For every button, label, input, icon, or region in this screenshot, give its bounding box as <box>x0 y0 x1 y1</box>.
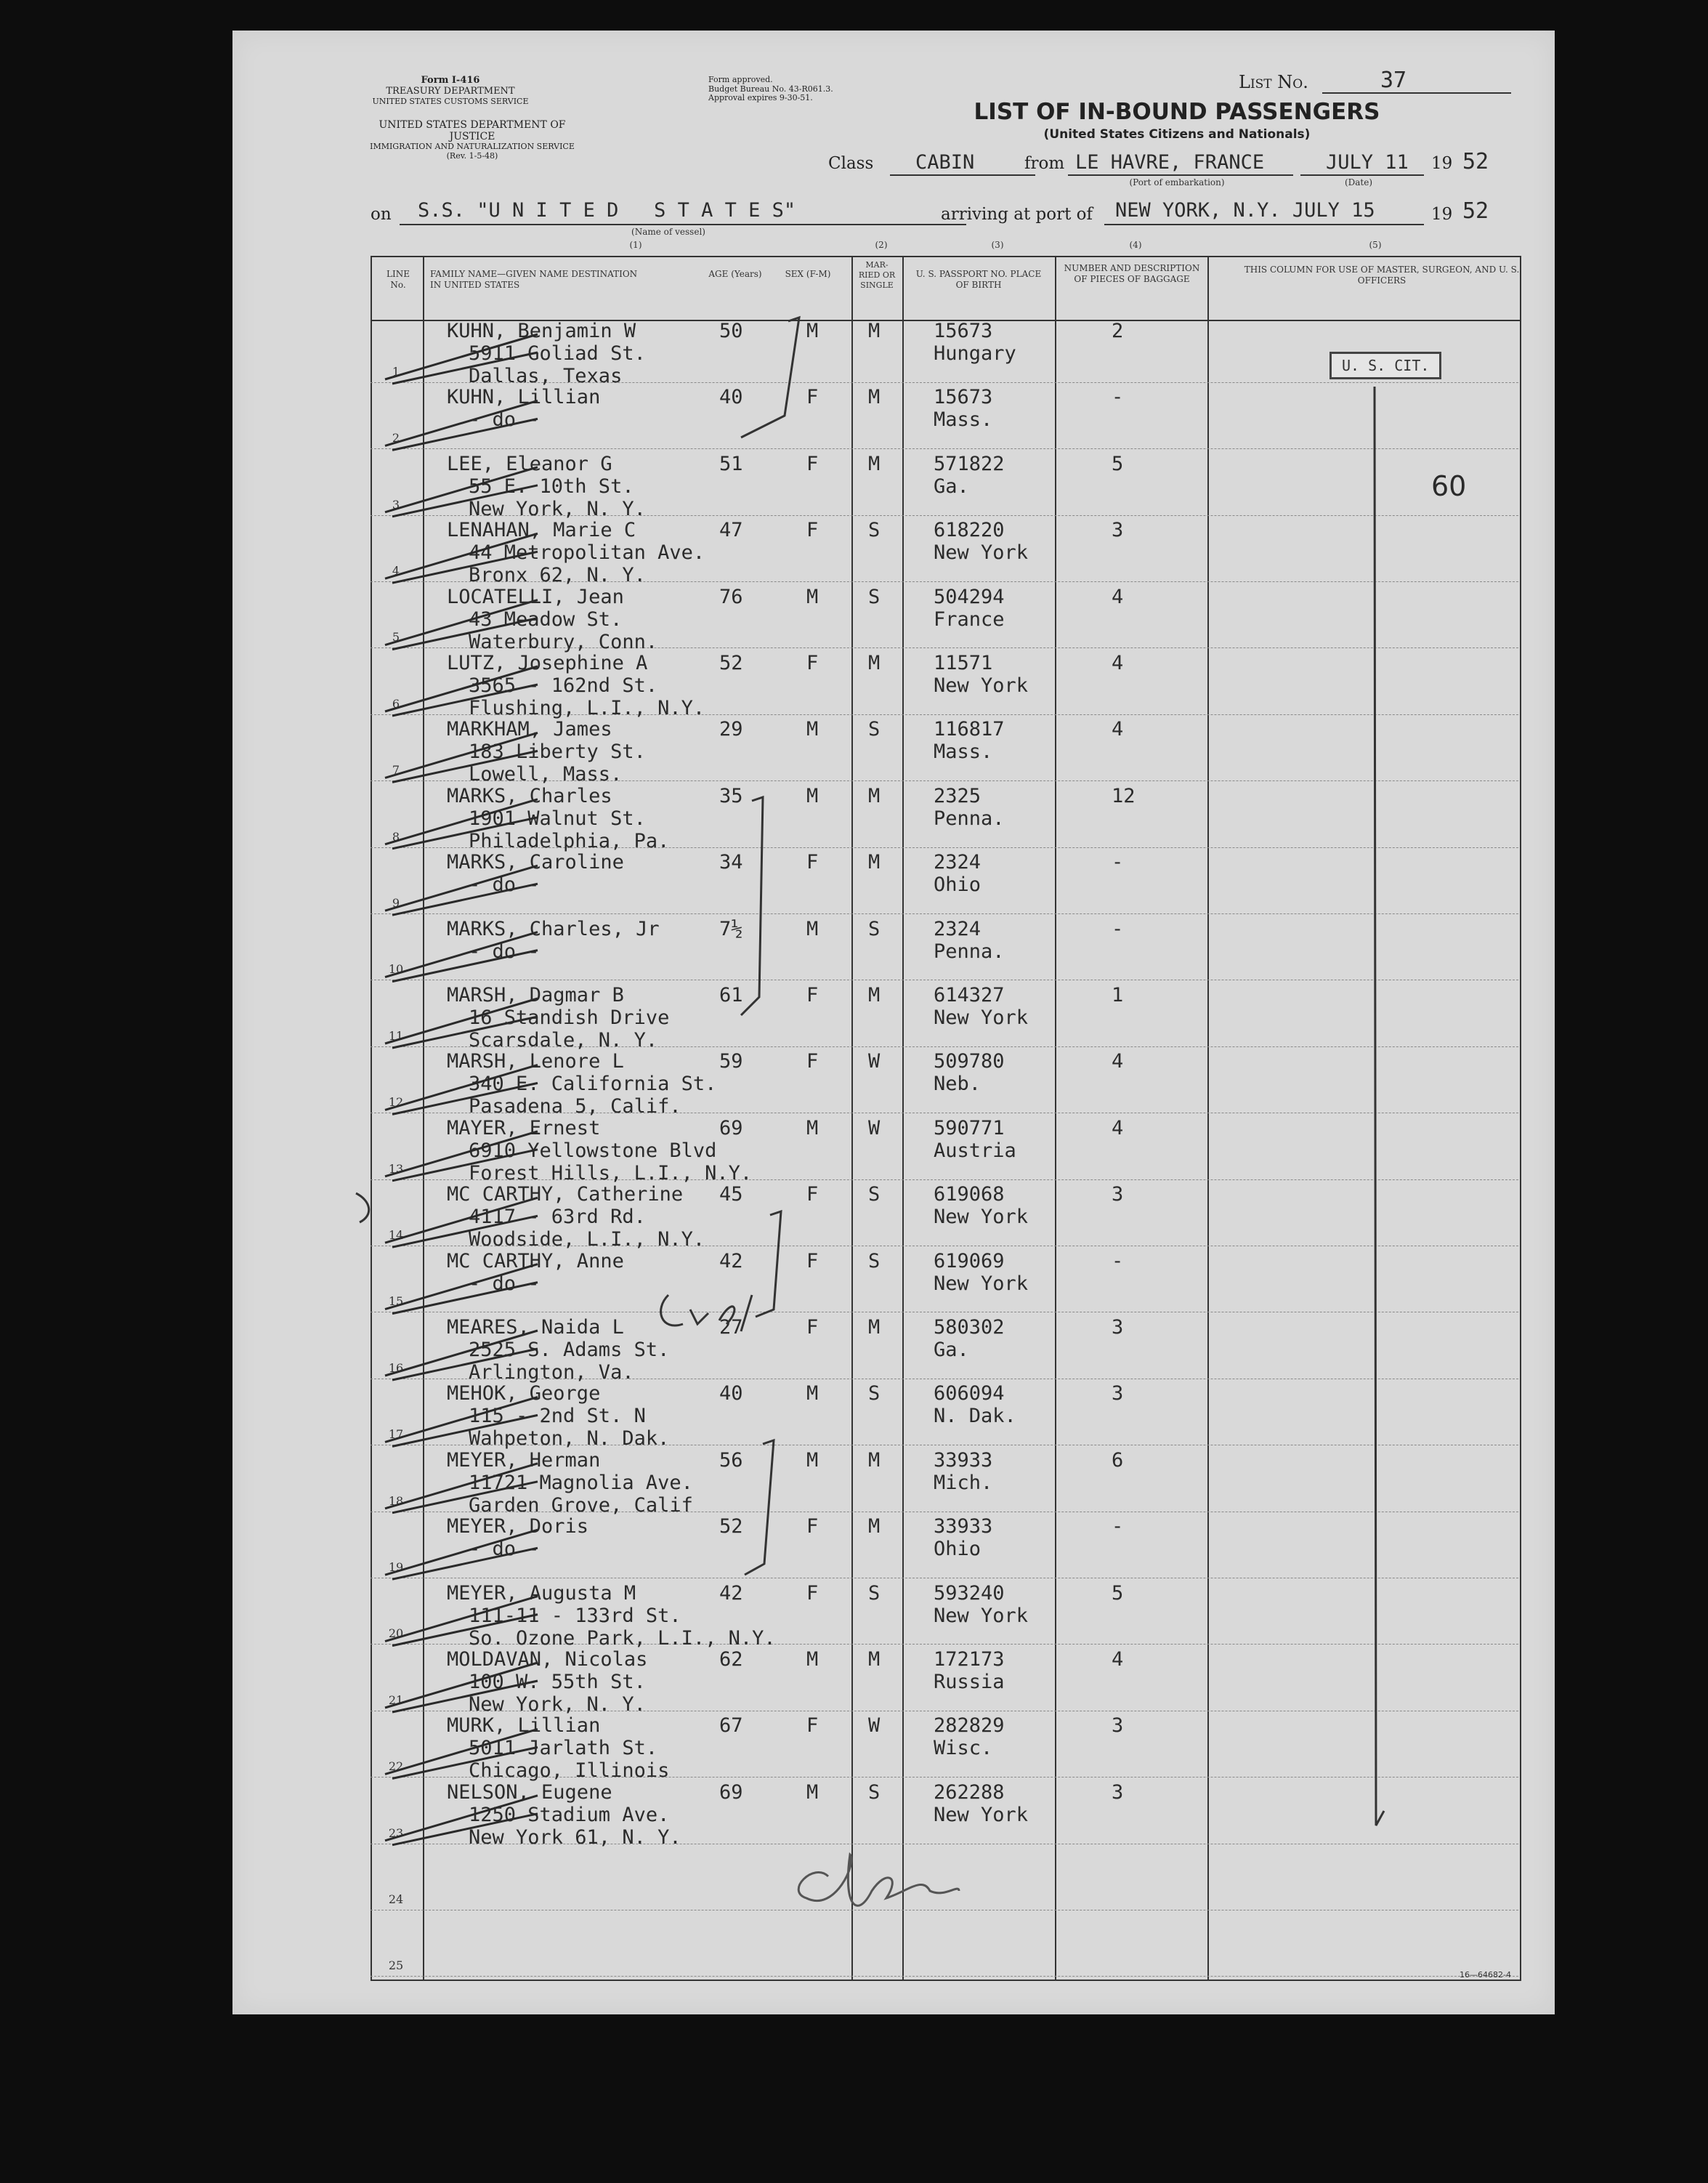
port-caption: (Port of embarkation) <box>1129 177 1225 187</box>
address-line-1: 183 Liberty St. <box>469 741 646 764</box>
sex: M <box>806 1648 819 1671</box>
baggage-count: 1 <box>1112 984 1124 1006</box>
sex: F <box>806 984 819 1006</box>
place-of-birth: New York <box>934 1206 1029 1229</box>
clerk-check-mark <box>385 1530 538 1579</box>
marital-status: S <box>868 1183 881 1206</box>
clerk-check-mark <box>385 1131 538 1181</box>
place-of-birth: Mass. <box>934 741 993 764</box>
line-number: 9 <box>392 895 400 910</box>
sex: F <box>806 1050 819 1073</box>
address-line-2: New York, N. Y. <box>469 1693 646 1716</box>
class-label: Class <box>828 154 874 173</box>
embark-year: 52 <box>1462 149 1489 174</box>
age: 62 <box>719 1648 743 1671</box>
passport-number: 11571 <box>934 652 993 674</box>
age: 29 <box>719 718 743 741</box>
age: 42 <box>719 1249 743 1272</box>
address-line-2: Flushing, L.I., N.Y. <box>469 697 705 719</box>
passport-number: 618220 <box>934 519 1005 542</box>
line-number: 5 <box>392 630 400 645</box>
passenger-name: MARKHAM, James <box>447 718 612 741</box>
place-of-birth: N. Dak. <box>934 1405 1016 1428</box>
marital-status: M <box>868 386 881 409</box>
age: 76 <box>719 585 743 608</box>
line-number: 4 <box>392 563 400 578</box>
baggage-count: 3 <box>1112 1382 1124 1405</box>
address-line-1: 100 W. 55th St. <box>469 1671 646 1693</box>
age: 52 <box>719 1515 743 1538</box>
passport-number: 2324 <box>934 851 982 874</box>
clerk-check-mark <box>385 467 538 517</box>
place-of-birth: Ga. <box>934 475 969 498</box>
line-number: 8 <box>392 829 400 844</box>
clerk-check-mark <box>385 600 538 650</box>
clerk-check-mark <box>385 666 538 716</box>
marital-status: M <box>868 320 881 342</box>
age: 69 <box>719 1780 743 1804</box>
line-number: 20 <box>388 1626 404 1641</box>
age: 34 <box>719 851 743 874</box>
age: 56 <box>719 1448 743 1472</box>
age: 50 <box>719 320 743 342</box>
sex: F <box>806 851 819 874</box>
list-no-value: 37 <box>1380 68 1407 93</box>
arrival-year: 52 <box>1462 198 1489 224</box>
passport-number: 33933 <box>934 1448 993 1472</box>
age: 52 <box>719 652 743 674</box>
sex: M <box>806 1448 819 1472</box>
passport-number: 33933 <box>934 1515 993 1538</box>
baggage-count: 3 <box>1112 1780 1124 1804</box>
address-line-1: 16 Standish Drive <box>469 1006 670 1029</box>
sex: M <box>806 585 819 608</box>
sex: M <box>806 1382 819 1405</box>
passport-number: 2324 <box>934 917 982 940</box>
marital-status: M <box>868 784 881 807</box>
address-line-1: 340 E. California St. <box>469 1073 717 1096</box>
age: 59 <box>719 1050 743 1073</box>
treasury-dept: TREASURY DEPARTMENT <box>386 85 515 97</box>
place-of-birth: Wisc. <box>934 1737 993 1760</box>
baggage-count: 3 <box>1112 1714 1124 1738</box>
passenger-name: MC CARTHY, Catherine <box>447 1183 684 1206</box>
line-number: 11 <box>388 1028 404 1043</box>
passenger-name: MEYER, Herman <box>447 1448 601 1472</box>
address-line-2: Scarsdale, N. Y. <box>469 1029 658 1052</box>
line-number: 10 <box>388 962 404 977</box>
sex: F <box>806 1581 819 1605</box>
passport-number: 262288 <box>934 1780 1005 1804</box>
passenger-name: MARKS, Caroline <box>447 851 624 874</box>
on-label: on <box>371 205 392 224</box>
address-line-1: 43 Meadow St. <box>469 608 623 631</box>
baggage-count: 4 <box>1112 1648 1124 1671</box>
header-name: FAMILY NAME—GIVEN NAME DESTINATION IN UNITED STATES <box>430 269 638 290</box>
clerk-check-mark <box>385 1663 538 1712</box>
marital-status: M <box>868 851 881 874</box>
sex: F <box>806 1714 819 1738</box>
line-number: 12 <box>388 1095 404 1110</box>
marital-status: M <box>868 652 881 674</box>
address-line-2: Arlington, Va. <box>469 1361 634 1384</box>
passport-number: 2325 <box>934 784 982 807</box>
clerk-check-mark <box>385 1796 538 1845</box>
passenger-name: LEE, Eleanor G <box>447 452 612 475</box>
list-no-label: List No. <box>1239 72 1308 92</box>
handwritten-60: 60 <box>1431 470 1467 502</box>
header-age: AGE (Years) <box>708 269 762 279</box>
address-line-2: Pasadena 5, Calif. <box>469 1095 681 1118</box>
passenger-name: MEHOK, George <box>447 1382 601 1405</box>
clerk-check-mark <box>385 1597 538 1646</box>
age: 27 <box>719 1316 743 1339</box>
marital-status: W <box>868 1116 881 1139</box>
baggage-count: - <box>1112 1515 1124 1538</box>
us-citizen-stamp: U. S. CIT. <box>1329 352 1441 379</box>
ins-service: IMMIGRATION AND NATURALIZATION SERVICE <box>370 142 575 152</box>
marital-status: M <box>868 1648 881 1671</box>
place-of-birth: Ohio <box>934 873 982 897</box>
marital-status: S <box>868 1780 881 1804</box>
place-of-birth: New York <box>934 1803 1029 1826</box>
baggage-count: 5 <box>1112 452 1124 475</box>
approval-line-1: Form approved. <box>708 75 773 84</box>
clerk-check-mark <box>385 799 538 849</box>
clerk-check-mark <box>385 865 538 915</box>
clerk-check-mark <box>385 334 538 384</box>
place-of-birth: Ohio <box>934 1538 982 1561</box>
address-line-1: 44 Metropolitan Ave. <box>469 541 705 565</box>
passenger-name: LENAHAN, Marie C <box>447 519 636 542</box>
address-line-1: - do - <box>469 1272 540 1295</box>
line-number: 7 <box>392 763 400 778</box>
passenger-name: MEYER, Augusta M <box>447 1581 636 1605</box>
passport-number: 619069 <box>934 1249 1005 1272</box>
address-line-2: Chicago, Illinois <box>469 1759 670 1783</box>
passport-number: 116817 <box>934 718 1005 741</box>
address-line-1: 6910 Yellowstone Blvd <box>469 1139 717 1162</box>
address-line-1: 4117 - 63rd Rd. <box>469 1206 646 1229</box>
header-married: MAR- RIED OR SINGLE <box>858 260 896 290</box>
baggage-count: 3 <box>1112 1316 1124 1339</box>
line-number: 3 <box>392 497 400 512</box>
address-line-1: - do - <box>469 873 540 897</box>
marital-status: W <box>868 1714 881 1738</box>
passenger-name: MARKS, Charles, Jr <box>447 917 660 940</box>
place-of-birth: New York <box>934 1604 1029 1627</box>
header-line-no: LINE No. <box>386 269 410 290</box>
baggage-count: - <box>1112 1249 1124 1272</box>
clerk-check-mark <box>385 998 538 1048</box>
clerk-check-mark <box>385 1729 538 1778</box>
age: 61 <box>719 984 743 1006</box>
passport-number: 580302 <box>934 1316 1005 1339</box>
address-line-2: Dallas, Texas <box>469 365 623 387</box>
passport-number: 590771 <box>934 1116 1005 1139</box>
age: 67 <box>719 1714 743 1738</box>
col-num-4: (4) <box>1129 240 1142 250</box>
passenger-name: MARSH, Dagmar B <box>447 984 624 1006</box>
clerk-check-mark <box>385 1065 538 1114</box>
sex: F <box>806 652 819 674</box>
line-number: 6 <box>392 696 400 711</box>
year-prefix: 19 <box>1431 154 1453 173</box>
place-of-birth: Austria <box>934 1139 1016 1162</box>
address-line-1: - do - <box>469 408 540 432</box>
address-line-1: 11721 Magnolia Ave. <box>469 1471 693 1494</box>
passenger-name: LOCATELLI, Jean <box>447 585 624 608</box>
address-line-1: 115 - 2nd St. N <box>469 1405 646 1428</box>
form-subtitle: (United States Citizens and Nationals) <box>1043 127 1311 142</box>
address-line-2: New York 61, N. Y. <box>469 1825 681 1849</box>
sex: M <box>806 917 819 940</box>
address-line-1: 1250 Stadium Ave. <box>469 1803 670 1826</box>
address-line-1: 3565 - 162nd St. <box>469 674 658 697</box>
vessel-caption: (Name of vessel) <box>631 227 705 237</box>
marital-status: W <box>868 1050 881 1073</box>
age: 69 <box>719 1116 743 1139</box>
address-line-2: New York, N. Y. <box>469 497 646 520</box>
place-of-birth: New York <box>934 1006 1029 1029</box>
form-code: 16—64682-4 <box>1460 1970 1511 1980</box>
passenger-name: KUHN, Benjamin W <box>447 320 636 342</box>
age: 7½ <box>719 917 743 940</box>
handwritten-marks <box>232 31 1555 2014</box>
sex: M <box>806 784 819 807</box>
address-line-2: Garden Grove, Calif <box>469 1493 693 1517</box>
header-officers: THIS COLUMN FOR USE OF MASTER, SURGEON, AND U. S. OFFICERS <box>1244 265 1520 286</box>
line-number: 13 <box>388 1161 404 1176</box>
form-number: Form I-416 <box>421 75 480 86</box>
clerk-check-mark <box>385 1397 538 1446</box>
passport-number: 619068 <box>934 1183 1005 1206</box>
place-of-birth: Mass. <box>934 408 993 432</box>
address-line-2: Philadelphia, Pa. <box>469 829 670 852</box>
marital-status: S <box>868 585 881 608</box>
marital-status: S <box>868 1581 881 1605</box>
place-of-birth: Penna. <box>934 807 1005 830</box>
place-of-birth: New York <box>934 541 1029 565</box>
arrival-port: NEW YORK, N.Y. JULY 15 <box>1115 199 1375 222</box>
sex: F <box>806 1316 819 1339</box>
baggage-count: 4 <box>1112 718 1124 741</box>
date-caption: (Date) <box>1344 177 1373 187</box>
marital-status: S <box>868 1249 881 1272</box>
baggage-count: 2 <box>1112 320 1124 342</box>
line-number: 17 <box>388 1427 404 1442</box>
address-line-2: Bronx 62, N. Y. <box>469 564 646 587</box>
passenger-name: MOLDAVAN, Nicolas <box>447 1648 648 1671</box>
passenger-name: NELSON, Eugene <box>447 1780 612 1804</box>
address-line-1: 5911 Goliad St. <box>469 342 646 365</box>
line-number: 18 <box>388 1493 404 1508</box>
place-of-birth: Hungary <box>934 342 1016 365</box>
clerk-check-mark <box>385 1331 538 1380</box>
sex: F <box>806 1515 819 1538</box>
baggage-count: 3 <box>1112 519 1124 542</box>
marital-status: S <box>868 519 881 542</box>
passenger-name: LUTZ, Josephine A <box>447 652 648 674</box>
address-line-1: 111-11 - 133rd St. <box>469 1604 681 1627</box>
sex: F <box>806 1249 819 1272</box>
col-num-2: (2) <box>875 240 888 250</box>
line-number: 21 <box>388 1692 404 1707</box>
place-of-birth: Ga. <box>934 1339 969 1361</box>
place-of-birth: France <box>934 608 1005 631</box>
place-of-birth: Penna. <box>934 940 1005 963</box>
approval-line-3: Approval expires 9-30-51. <box>708 93 813 103</box>
marital-status: M <box>868 984 881 1006</box>
address-line-1: - do - <box>469 1538 540 1561</box>
passenger-name: KUHN, Lillian <box>447 386 601 409</box>
from-label: from <box>1024 154 1065 173</box>
port-of-embarkation: LE HAVRE, FRANCE <box>1075 151 1265 174</box>
age: 51 <box>719 452 743 475</box>
place-of-birth: Mich. <box>934 1471 993 1494</box>
address-line-2: So. Ozone Park, L.I., N.Y. <box>469 1626 776 1650</box>
col-num-3: (3) <box>991 240 1004 250</box>
customs-service: UNITED STATES CUSTOMS SERVICE <box>372 96 529 106</box>
baggage-count: - <box>1112 917 1124 940</box>
sex: M <box>806 718 819 741</box>
line-number: 14 <box>388 1227 404 1242</box>
age: 40 <box>719 1382 743 1405</box>
place-of-birth: New York <box>934 1272 1029 1295</box>
revision: (Rev. 1-5-48) <box>446 150 498 161</box>
clerk-check-mark <box>385 1264 538 1314</box>
year-prefix-2: 19 <box>1431 205 1453 224</box>
header-passport: U. S. PASSPORT NO. PLACE OF BIRTH <box>915 269 1042 290</box>
line-number: 22 <box>388 1759 404 1774</box>
age: 35 <box>719 784 743 807</box>
line-number: 23 <box>388 1825 404 1840</box>
header-sex: SEX (F-M) <box>785 269 831 279</box>
address-line-1: 1901 Walnut St. <box>469 807 646 830</box>
address-line-2: Wahpeton, N. Dak. <box>469 1427 670 1450</box>
address-line-2: Woodside, L.I., N.Y. <box>469 1228 705 1251</box>
place-of-birth: Neb. <box>934 1073 982 1096</box>
marital-status: S <box>868 718 881 741</box>
age: 42 <box>719 1581 743 1605</box>
age: 45 <box>719 1183 743 1206</box>
approval-line-2: Budget Bureau No. 43-R061.3. <box>708 84 833 94</box>
passport-number: 15673 <box>934 386 993 409</box>
baggage-count: 3 <box>1112 1183 1124 1206</box>
address-line-1: 55 E. 10th St. <box>469 475 634 498</box>
passport-number: 606094 <box>934 1382 1005 1405</box>
header-baggage: NUMBER AND DESCRIPTION OF PIECES OF BAGGAGE <box>1064 263 1200 284</box>
sex: M <box>806 1780 819 1804</box>
clerk-check-mark <box>385 533 538 583</box>
passport-number: 509780 <box>934 1050 1005 1073</box>
marital-status: M <box>868 1515 881 1538</box>
baggage-count: 5 <box>1112 1581 1124 1605</box>
line-number: 2 <box>392 431 400 445</box>
place-of-birth: New York <box>934 674 1029 697</box>
line-number: 1 <box>392 364 400 379</box>
passport-number: 614327 <box>934 984 1005 1006</box>
manifest-page <box>232 31 1555 2014</box>
baggage-count: 4 <box>1112 585 1124 608</box>
passenger-name: MARKS, Charles <box>447 784 612 807</box>
place-of-birth: Russia <box>934 1671 1005 1693</box>
clerk-check-mark <box>385 1198 538 1247</box>
clerk-check-mark <box>385 400 538 450</box>
passenger-name: MC CARTHY, Anne <box>447 1249 624 1272</box>
passenger-name: MEYER, Doris <box>447 1515 589 1538</box>
vessel-name: S.S. "U N I T E D S T A T E S" <box>418 199 796 222</box>
sex: F <box>806 519 819 542</box>
address-line-2: Forest Hills, L.I., N.Y. <box>469 1161 753 1185</box>
marital-status: M <box>868 1448 881 1472</box>
class-value: CABIN <box>915 151 975 174</box>
line-number: 16 <box>388 1360 404 1375</box>
passport-number: 172173 <box>934 1648 1005 1671</box>
form-title: LIST OF IN-BOUND PASSENGERS <box>974 99 1380 125</box>
sex: M <box>806 320 819 342</box>
passport-number: 593240 <box>934 1581 1005 1605</box>
line-number: 19 <box>388 1559 404 1574</box>
sex: F <box>806 386 819 409</box>
baggage-count: - <box>1112 851 1124 874</box>
passport-number: 282829 <box>934 1714 1005 1738</box>
sex: F <box>806 452 819 475</box>
marital-status: S <box>868 917 881 940</box>
col-num-5: (5) <box>1369 240 1382 250</box>
baggage-count: - <box>1112 386 1124 409</box>
line-number: 24 <box>388 1892 404 1906</box>
age: 47 <box>719 519 743 542</box>
marital-status: S <box>868 1382 881 1405</box>
passport-number: 15673 <box>934 320 993 342</box>
baggage-count: 4 <box>1112 1116 1124 1139</box>
marital-status: M <box>868 452 881 475</box>
baggage-count: 4 <box>1112 1050 1124 1073</box>
line-number: 15 <box>388 1294 404 1309</box>
line-number: 25 <box>388 1958 404 1973</box>
passport-number: 571822 <box>934 452 1005 475</box>
address-line-2: Waterbury, Conn. <box>469 630 658 653</box>
clerk-check-mark <box>385 1464 538 1513</box>
clerk-check-mark <box>385 932 538 982</box>
passenger-name: MEARES, Naida L <box>447 1316 624 1339</box>
passenger-name: MARSH, Lenore L <box>447 1050 624 1073</box>
address-line-1: 2525 S. Adams St. <box>469 1339 670 1361</box>
passport-number: 504294 <box>934 585 1005 608</box>
embark-date: JULY 11 <box>1326 151 1409 174</box>
passenger-name: MURK, Lillian <box>447 1714 601 1738</box>
baggage-count: 12 <box>1112 784 1136 807</box>
baggage-count: 4 <box>1112 652 1124 674</box>
sex: F <box>806 1183 819 1206</box>
address-line-2: Lowell, Mass. <box>469 763 623 786</box>
sex: M <box>806 1116 819 1139</box>
baggage-count: 6 <box>1112 1448 1124 1472</box>
passenger-name: MAYER, Ernest <box>447 1116 601 1139</box>
address-line-1: - do - <box>469 940 540 963</box>
age: 40 <box>719 386 743 409</box>
arriving-label: arriving at port of <box>941 205 1093 224</box>
address-line-1: 5011 Jarlath St. <box>469 1737 658 1760</box>
marital-status: M <box>868 1316 881 1339</box>
justice-dept: UNITED STATES DEPARTMENT OF JUSTICE <box>379 119 566 143</box>
clerk-check-mark <box>385 733 538 782</box>
col-num-1: (1) <box>629 240 642 250</box>
